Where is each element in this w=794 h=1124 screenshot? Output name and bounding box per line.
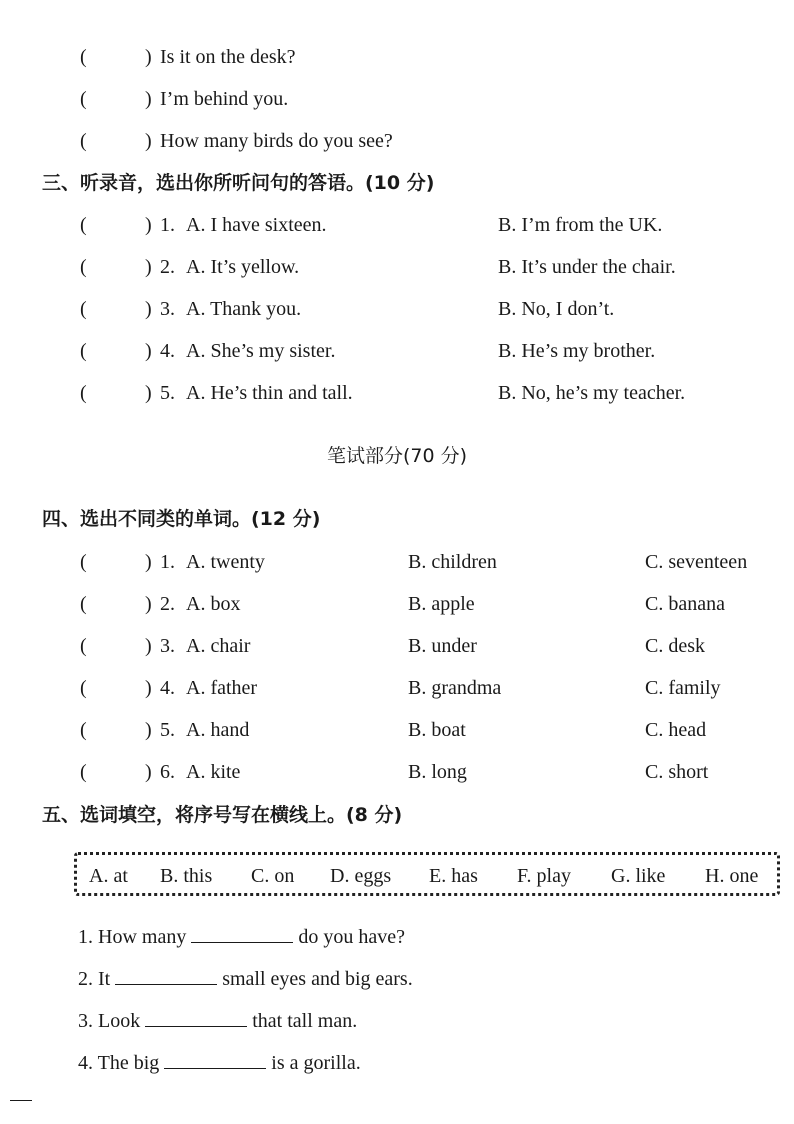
- question-number: 6.: [160, 761, 175, 783]
- answer-paren-open: (: [80, 340, 87, 362]
- option-c: C. banana: [645, 593, 725, 615]
- sentence-start: 3. Look: [78, 1010, 141, 1032]
- answer-paren-close: ): [145, 677, 152, 699]
- answer-paren-open: (: [80, 214, 87, 236]
- answer-paren-close: ): [145, 88, 152, 110]
- sentence-end: small eyes and big ears.: [222, 968, 413, 990]
- item-text: I’m behind you.: [160, 88, 289, 110]
- answer-paren-open: (: [80, 635, 87, 657]
- option-a: A. father: [186, 677, 258, 699]
- answer-paren-close: ): [145, 214, 152, 236]
- answer-paren-close: ): [145, 382, 152, 404]
- word-bank-item: D. eggs: [330, 865, 392, 887]
- item-text: Is it on the desk?: [160, 46, 296, 68]
- written-part-title: 笔试部分(70 分): [326, 445, 468, 467]
- word-bank-item: B. this: [160, 865, 213, 887]
- option-a: A. It’s yellow.: [186, 256, 300, 278]
- option-b: B. I’m from the UK.: [498, 214, 663, 236]
- option-c: C. seventeen: [645, 551, 748, 573]
- answer-paren-close: ): [145, 46, 152, 68]
- option-b: B. No, he’s my teacher.: [498, 382, 686, 404]
- sentence-start: 2. It: [78, 968, 111, 990]
- option-b: B. No, I don’t.: [498, 298, 615, 320]
- sentence-end: do you have?: [298, 926, 405, 948]
- word-bank-item: F. play: [517, 865, 571, 887]
- answer-paren-close: ): [145, 256, 152, 278]
- answer-paren-open: (: [80, 130, 87, 152]
- answer-paren-open: (: [80, 382, 87, 404]
- option-b: B. grandma: [408, 677, 502, 699]
- page-edge-mark: [10, 1100, 32, 1101]
- option-a: A. I have sixteen.: [186, 214, 327, 236]
- question-number: 5.: [160, 719, 175, 741]
- word-bank-box: [74, 852, 780, 896]
- option-a: A. hand: [186, 719, 250, 741]
- fill-blank-sentence-3: [78, 1008, 357, 1033]
- option-b: B. long: [408, 761, 467, 783]
- answer-paren-close: ): [145, 551, 152, 573]
- item-text: How many birds do you see?: [160, 130, 393, 152]
- question-number: 4.: [160, 677, 175, 699]
- option-a: A. He’s thin and tall.: [186, 382, 353, 404]
- section5-heading: 五、选词填空，将序号写在横线上。(8 分): [42, 804, 403, 826]
- answer-paren-open: (: [80, 46, 87, 68]
- fill-blank-sentence-4: [78, 1050, 361, 1075]
- answer-paren-close: ): [145, 761, 152, 783]
- option-a: A. twenty: [186, 551, 265, 573]
- answer-paren-open: (: [80, 677, 87, 699]
- answer-blank[interactable]: [164, 1050, 266, 1069]
- option-a: A. kite: [186, 761, 241, 783]
- answer-paren-open: (: [80, 256, 87, 278]
- question-number: 2.: [160, 593, 175, 615]
- word-bank-item: G. like: [611, 865, 666, 887]
- question-number: 2.: [160, 256, 175, 278]
- sentence-start: 1. How many: [78, 926, 187, 948]
- answer-paren-open: (: [80, 719, 87, 741]
- question-number: 4.: [160, 340, 175, 362]
- option-a: A. She’s my sister.: [186, 340, 336, 362]
- answer-paren-open: (: [80, 88, 87, 110]
- word-bank-item: E. has: [429, 865, 478, 887]
- option-c: C. desk: [645, 635, 705, 657]
- section3-heading: 三、听录音，选出你所听问句的答语。(10 分): [42, 172, 435, 194]
- question-number: 5.: [160, 382, 175, 404]
- sentence-end: is a gorilla.: [271, 1052, 361, 1074]
- option-c: C. short: [645, 761, 709, 783]
- answer-blank[interactable]: [115, 966, 217, 985]
- question-number: 1.: [160, 551, 175, 573]
- option-b: B. It’s under the chair.: [498, 256, 676, 278]
- answer-paren-open: (: [80, 761, 87, 783]
- option-a: A. Thank you.: [186, 298, 302, 320]
- sentence-end: that tall man.: [252, 1010, 358, 1032]
- answer-paren-close: ): [145, 340, 152, 362]
- fill-blank-sentence-1: [78, 924, 405, 949]
- question-number: 1.: [160, 214, 175, 236]
- option-b: B. He’s my brother.: [498, 340, 656, 362]
- option-b: B. children: [408, 551, 497, 573]
- word-bank-item: H. one: [705, 865, 759, 887]
- option-c: C. head: [645, 719, 707, 741]
- fill-blank-sentence-2: [78, 966, 413, 991]
- answer-blank[interactable]: [145, 1008, 247, 1027]
- answer-paren-open: (: [80, 551, 87, 573]
- answer-paren-close: ): [145, 130, 152, 152]
- word-bank-item: C. on: [251, 865, 295, 887]
- answer-blank[interactable]: [191, 924, 293, 943]
- option-b: B. under: [408, 635, 477, 657]
- sentence-start: 4. The big: [78, 1052, 160, 1074]
- answer-paren-close: ): [145, 635, 152, 657]
- answer-paren-open: (: [80, 593, 87, 615]
- option-c: C. family: [645, 677, 721, 699]
- answer-paren-close: ): [145, 719, 152, 741]
- option-a: A. box: [186, 593, 241, 615]
- section4-heading: 四、选出不同类的单词。(12 分): [42, 508, 321, 530]
- option-b: B. apple: [408, 593, 475, 615]
- option-b: B. boat: [408, 719, 466, 741]
- question-number: 3.: [160, 298, 175, 320]
- question-number: 3.: [160, 635, 175, 657]
- answer-paren-close: ): [145, 298, 152, 320]
- answer-paren-open: (: [80, 298, 87, 320]
- word-bank-item: A. at: [89, 865, 128, 887]
- answer-paren-close: ): [145, 593, 152, 615]
- option-a: A. chair: [186, 635, 251, 657]
